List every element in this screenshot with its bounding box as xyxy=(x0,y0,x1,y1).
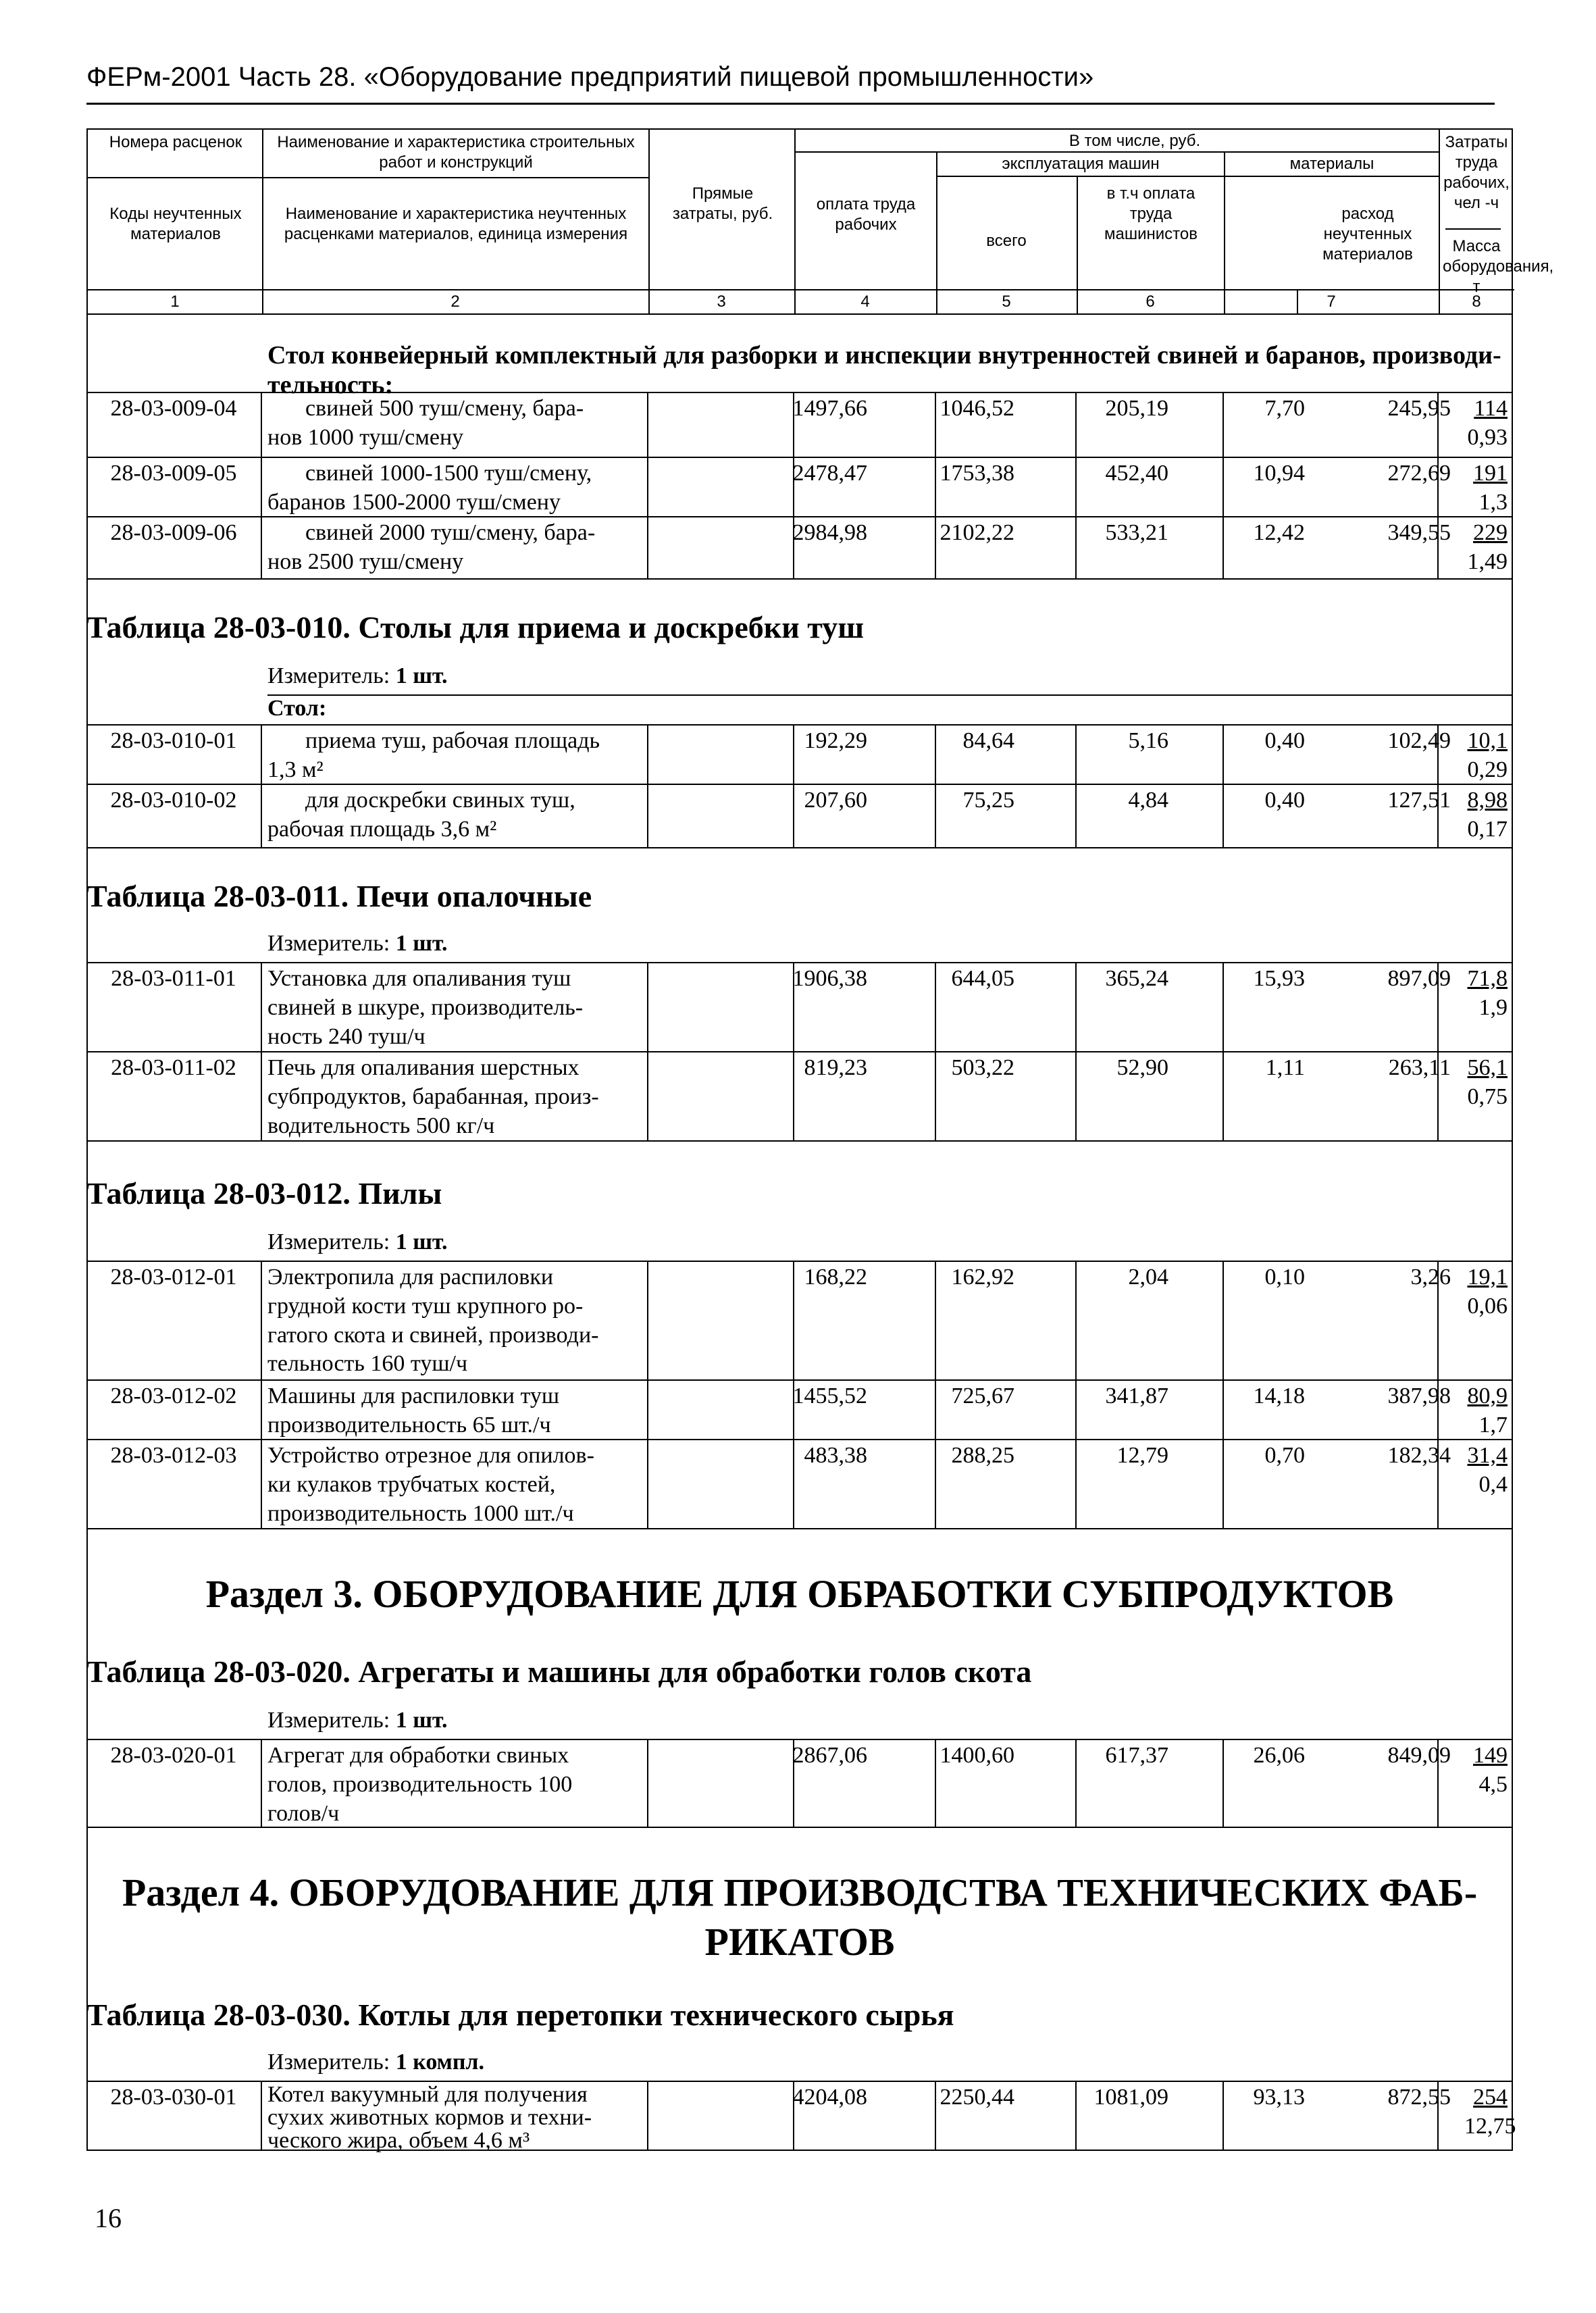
row-name: приема туш, рабочая площадь 1,3 м² xyxy=(267,728,600,782)
table-row xyxy=(86,516,1513,580)
row-machines: 205,19 xyxy=(1105,396,1168,421)
measure-unit: Измеритель: 1 шт. xyxy=(267,1229,448,1254)
row-name: Электропила для распиловки грудной кости туш крупного ро- гатого скота и свиней, производи- тельность 160 туш/ч xyxy=(267,1265,599,1377)
table-row xyxy=(86,1379,1513,1439)
col-num-5: 5 xyxy=(1002,293,1011,311)
table-title: Таблица 28-03-011. Печи опалочные xyxy=(86,879,592,913)
col-materials: материалы xyxy=(1289,155,1374,173)
col-num-3: 3 xyxy=(717,293,726,311)
col-codes-top: Номера расценок xyxy=(109,133,242,151)
row-machines: 617,37 xyxy=(1105,1743,1168,1768)
row-code: 28-03-012-02 xyxy=(110,1383,237,1408)
row-machinist-pay: 15,93 xyxy=(1253,966,1305,991)
table-row xyxy=(86,457,1513,516)
row-labor-pay: 84,64 xyxy=(962,728,1014,753)
row-direct: 207,60 xyxy=(804,788,867,813)
col-labor-top: Затраты труда рабочих, чел -ч xyxy=(1443,133,1510,212)
table-title: Таблица 28-03-030. Котлы для перетопки технического сырья xyxy=(86,1998,954,2032)
row-labor: 19,1 0,06 xyxy=(1467,1265,1508,1319)
col-machines-total: всего xyxy=(986,232,1027,250)
row-labor: 114 0,93 xyxy=(1467,396,1508,450)
row-labor-pay: 503,22 xyxy=(951,1055,1014,1080)
col-num-2: 2 xyxy=(451,293,460,311)
row-materials: 245,95 xyxy=(1387,396,1451,421)
col-codes-bottom: Коды неучтенных материалов xyxy=(109,205,242,243)
row-labor: 31,4 0,4 xyxy=(1467,1443,1508,1497)
row-name: для доскребки свиных туш, рабочая площадь 3,6 м² xyxy=(267,788,575,842)
row-labor-pay: 2102,22 xyxy=(939,520,1014,545)
table-title: Таблица 28-03-020. Агрегаты и машины для обработки голов скота xyxy=(86,1654,1032,1689)
row-name: Котел вакуумный для получения сухих животных кормов и техни- ческого жира, объем 4,6 м³ xyxy=(267,2082,592,2153)
row-direct: 2867,06 xyxy=(792,1743,867,1768)
row-direct: 819,23 xyxy=(804,1055,867,1080)
row-materials: 102,49 xyxy=(1387,728,1451,753)
col-incl: В том числе, руб. xyxy=(1069,132,1201,150)
row-machines: 2,04 xyxy=(1128,1265,1168,1290)
row-machinist-pay: 26,06 xyxy=(1253,1743,1305,1768)
row-labor-pay: 2250,44 xyxy=(939,2085,1014,2110)
row-labor: 8,98 0,17 xyxy=(1467,788,1508,842)
row-code: 28-03-030-01 xyxy=(110,2085,237,2110)
row-labor-pay: 75,25 xyxy=(962,788,1014,813)
row-direct: 2984,98 xyxy=(792,520,867,545)
row-labor-pay: 1046,52 xyxy=(939,396,1014,421)
row-labor: 229 1,49 xyxy=(1467,520,1508,574)
row-name: свиней 2000 туш/смену, бара- нов 2500 туш/смену xyxy=(267,520,596,574)
row-machines: 365,24 xyxy=(1105,966,1168,991)
row-code: 28-03-009-06 xyxy=(110,520,237,545)
row-name: свиней 1000-1500 туш/смену, баранов 1500-2000 туш/смену xyxy=(267,461,592,515)
col-labor-bottom: Масса оборудования, т xyxy=(1443,237,1554,296)
row-labor: 254 12,75 xyxy=(1464,2085,1516,2139)
row-labor: 191 1,3 xyxy=(1473,461,1508,515)
row-labor: 10,1 0,29 xyxy=(1467,728,1508,782)
row-direct: 483,38 xyxy=(804,1443,867,1468)
row-code: 28-03-010-02 xyxy=(110,788,237,813)
row-machinist-pay: 1,11 xyxy=(1265,1055,1305,1080)
row-machinist-pay: 93,13 xyxy=(1253,2085,1305,2110)
row-name: Устройство отрезное для опилов- ки кулаков трубчатых костей, производительность 1000 шт./ч xyxy=(267,1443,594,1526)
col-name-bottom: Наименование и характеристика неучтенных расценками материалов, единица измерения xyxy=(284,205,628,243)
table-row xyxy=(86,962,1513,1051)
row-machines: 52,90 xyxy=(1116,1055,1168,1080)
row-direct: 1906,38 xyxy=(792,966,867,991)
table-row xyxy=(86,2081,1516,2153)
col-machinist-pay: в т.ч оплата труда машинистов xyxy=(1104,184,1198,243)
row-labor-pay: 288,25 xyxy=(951,1443,1014,1468)
row-labor: 80,9 1,7 xyxy=(1467,1383,1508,1438)
table-title: Таблица 28-03-010. Столы для приема и доскребки туш xyxy=(86,610,865,644)
row-name: Агрегат для обработки свиных голов, производительность 100 голов/ч xyxy=(267,1743,573,1826)
running-header: ФЕРм-2001 Часть 28. «Оборудование предприятий пищевой промышленности» xyxy=(86,62,1094,92)
row-materials: 182,34 xyxy=(1387,1443,1451,1468)
row-machinist-pay: 0,70 xyxy=(1264,1443,1305,1468)
row-machinist-pay: 10,94 xyxy=(1253,461,1305,486)
row-direct: 2478,47 xyxy=(792,461,867,486)
col-num-1: 1 xyxy=(170,293,180,311)
table-row xyxy=(86,724,1513,784)
col-machines: эксплуатация машин xyxy=(1002,155,1160,173)
row-labor: 149 4,5 xyxy=(1473,1743,1508,1797)
row-materials: 387,98 xyxy=(1387,1383,1451,1408)
measure-unit: Измеритель: 1 шт. xyxy=(267,1708,448,1733)
section-title: Раздел 3. ОБОРУДОВАНИЕ ДЛЯ ОБРАБОТКИ СУБПРОДУКТОВ xyxy=(205,1572,1394,1616)
row-code: 28-03-009-04 xyxy=(110,396,237,421)
row-machinist-pay: 0,10 xyxy=(1264,1265,1305,1290)
row-machines: 5,16 xyxy=(1128,728,1168,753)
row-direct: 4204,08 xyxy=(792,2085,867,2110)
row-direct: 168,22 xyxy=(804,1265,867,1290)
row-machines: 341,87 xyxy=(1105,1383,1168,1408)
row-materials: 349,55 xyxy=(1387,520,1451,545)
col-num-7: 7 xyxy=(1327,293,1336,311)
row-name: свиней 500 туш/смену, бара- нов 1000 туш/смену xyxy=(267,396,584,450)
row-name: Машины для распиловки туш производительность 65 шт./ч xyxy=(267,1383,560,1438)
col-name-top: Наименование и характеристика строительных работ и конструкций xyxy=(277,133,635,172)
page-number: 16 xyxy=(95,2203,122,2233)
group-title-line1: Стол конвейерный комплектный для разборки и инспекции внутренностей свиней и баранов, производи- xyxy=(267,341,1501,370)
table-row xyxy=(86,1439,1513,1529)
row-labor: 56,1 0,75 xyxy=(1467,1055,1508,1109)
row-code: 28-03-011-02 xyxy=(111,1055,236,1080)
row-machinist-pay: 0,40 xyxy=(1264,728,1305,753)
col-direct: Прямые затраты, руб. xyxy=(672,184,773,223)
col-num-8: 8 xyxy=(1472,293,1481,311)
header-rule xyxy=(86,103,1495,105)
row-materials: 272,69 xyxy=(1387,461,1451,486)
row-machines: 452,40 xyxy=(1105,461,1168,486)
row-name: Установка для опаливания туш свиней в шкуре, производитель- ность 240 туш/ч xyxy=(267,966,584,1049)
group-title-line2: тельность: xyxy=(267,371,394,399)
table-row xyxy=(86,1739,1513,1828)
row-code: 28-03-009-05 xyxy=(110,461,237,486)
measure-unit: Измеритель: 1 шт. xyxy=(267,931,448,956)
measure-unit: Измеритель: 1 шт. xyxy=(267,663,448,688)
table-row xyxy=(86,1051,1513,1142)
row-materials: 872,55 xyxy=(1387,2085,1451,2110)
row-materials: 849,09 xyxy=(1387,1743,1451,1768)
row-labor-pay: 1400,60 xyxy=(939,1743,1014,1768)
row-machinist-pay: 7,70 xyxy=(1264,396,1305,421)
row-materials: 897,09 xyxy=(1387,966,1451,991)
row-labor-pay: 644,05 xyxy=(951,966,1014,991)
row-machinist-pay: 0,40 xyxy=(1264,788,1305,813)
row-machinist-pay: 14,18 xyxy=(1253,1383,1305,1408)
table-title: Таблица 28-03-012. Пилы xyxy=(86,1176,442,1211)
row-machines: 4,84 xyxy=(1128,788,1168,813)
row-code: 28-03-012-01 xyxy=(110,1265,237,1290)
row-direct: 192,29 xyxy=(804,728,867,753)
row-labor-pay: 725,67 xyxy=(951,1383,1014,1408)
row-code: 28-03-012-03 xyxy=(110,1443,237,1468)
table-row xyxy=(86,1261,1513,1379)
subgroup-title: Стол: xyxy=(267,696,327,721)
row-code: 28-03-020-01 xyxy=(110,1743,237,1768)
row-machines: 12,79 xyxy=(1116,1443,1168,1468)
table-row xyxy=(86,784,1513,848)
row-labor-pay: 1753,38 xyxy=(939,461,1014,486)
row-machines: 1081,09 xyxy=(1093,2085,1168,2110)
row-direct: 1497,66 xyxy=(792,396,867,421)
row-materials: 127,51 xyxy=(1387,788,1451,813)
row-name: Печь для опаливания шерстных субпродуктов, барабанная, произ- водительность 500 кг/ч xyxy=(267,1055,599,1138)
row-materials: 3,26 xyxy=(1410,1265,1451,1290)
section-title: Раздел 4. ОБОРУДОВАНИЕ ДЛЯ ПРОИЗВОДСТВА ТЕХНИЧЕСКИХ ФАБ- РИКАТОВ xyxy=(122,1871,1478,1964)
row-machines: 533,21 xyxy=(1105,520,1168,545)
row-labor-pay: 162,92 xyxy=(951,1265,1014,1290)
row-labor: 71,8 1,9 xyxy=(1467,966,1508,1020)
row-direct: 1455,52 xyxy=(792,1383,867,1408)
column-header xyxy=(86,128,1554,315)
col-num-6: 6 xyxy=(1145,293,1155,311)
col-num-4: 4 xyxy=(860,293,870,311)
measure-unit: Измеритель: 1 компл. xyxy=(267,2050,485,2075)
row-code: 28-03-011-01 xyxy=(111,966,236,991)
table-row xyxy=(86,392,1513,457)
row-machinist-pay: 12,42 xyxy=(1253,520,1305,545)
row-code: 28-03-010-01 xyxy=(110,728,237,753)
col-labor-pay: оплата труда рабочих xyxy=(816,195,916,234)
col-materials-cons: расход неучтенных материалов xyxy=(1322,205,1413,263)
row-materials: 263,11 xyxy=(1388,1055,1451,1080)
